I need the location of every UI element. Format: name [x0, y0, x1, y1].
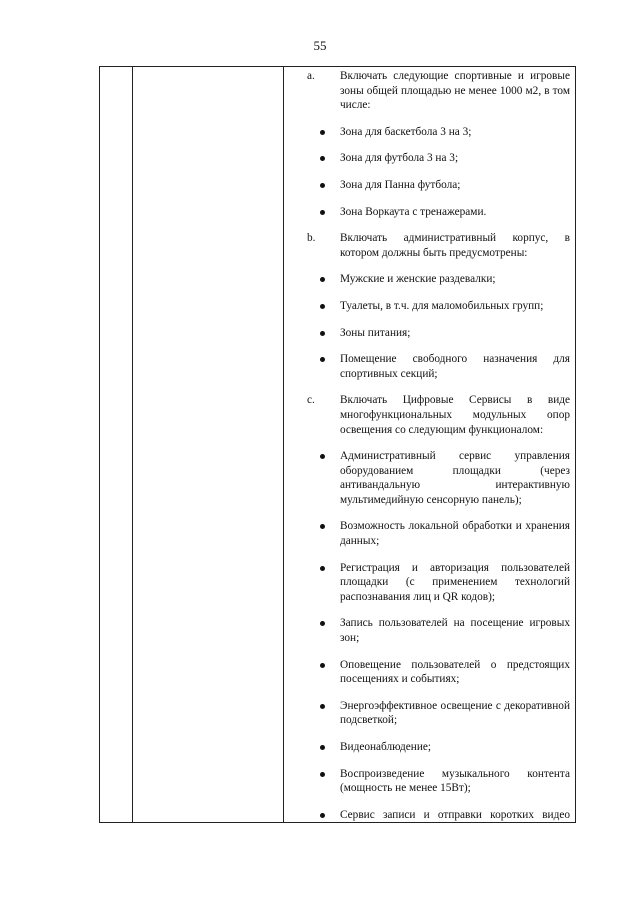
item-marker: c. [307, 394, 315, 407]
bullet-icon [320, 210, 325, 215]
bullet-list-b [307, 272, 570, 381]
bullet-icon [320, 304, 325, 309]
bullet-icon [320, 130, 325, 135]
bullet-icon [320, 357, 325, 362]
page-number: 55 [313, 38, 327, 53]
bullet-icon [320, 524, 325, 529]
bullet-item: Зона для баскетбола 3 на 3; [307, 125, 570, 140]
table-column-divider [132, 67, 133, 822]
bullet-item: Зона для футбола 3 на 3; [307, 151, 570, 166]
bullet-list-c [307, 449, 570, 822]
bullet-item: Энергоэффективное освещение с декоративной подсветкой; [307, 699, 570, 728]
bullet-icon [320, 745, 325, 750]
requirements-table [99, 66, 576, 823]
bullet-item: Зона Воркаута с тренажерами. [307, 205, 570, 220]
list-item-a [307, 69, 570, 113]
bullet-icon [320, 454, 325, 459]
bullet-item: Туалеты, в т.ч. для маломобильных групп; [307, 299, 570, 314]
bullet-item: Помещение свободного назначения для спортивных секций; [307, 352, 570, 381]
list-item-c [307, 393, 570, 437]
bullet-item: Сервис записи и отправки коротких видео [307, 808, 570, 823]
item-marker: a. [307, 70, 315, 82]
item-text: Включать следующие спортивные и игровые зоны общей площадью не менее 1000 м2, в том числе: [340, 70, 570, 112]
bullet-item: Административный сервис управления оборудованием площадки (через антивандальную интерактивную мультимедийную сенсорную панель); [307, 449, 570, 507]
bullet-icon [320, 621, 325, 626]
bullet-item: Зона для Панна футбола; [307, 178, 570, 193]
bullet-icon [320, 331, 325, 336]
bullet-icon [320, 813, 325, 818]
bullet-item: Оповещение пользователей о предстоящих посещениях и событиях; [307, 658, 570, 687]
bullet-icon [320, 277, 325, 282]
bullet-item: Мужские и женские раздевалки; [307, 272, 570, 287]
bullet-icon [320, 704, 325, 709]
bullet-list-a [307, 125, 570, 219]
item-marker: b. [307, 232, 316, 245]
bullet-item: Запись пользователей на посещение игровых зон; [307, 616, 570, 645]
item-text: Включать административный корпус, в котором должны быть предусмотрены: [340, 232, 570, 259]
list-item-b [307, 231, 570, 260]
bullet-icon [320, 772, 325, 777]
item-text: Включать Цифровые Сервисы в виде многофункциональных модульных опор освещения со следующим функционалом: [340, 394, 570, 436]
bullet-item: Возможность локальной обработки и хранения данных; [307, 519, 570, 548]
bullet-icon [320, 566, 325, 571]
bullet-icon [320, 663, 325, 668]
bullet-icon [320, 156, 325, 161]
bullet-item: Видеонаблюдение; [307, 740, 570, 755]
requirements-cell [307, 69, 570, 822]
bullet-icon [320, 183, 325, 188]
bullet-item: Регистрация и авторизация пользователей площадки (с применением технологий распознавания лиц и QR кодов); [307, 561, 570, 605]
bullet-item: Воспроизведение музыкального контента (мощность не менее 15Вт); [307, 767, 570, 796]
table-column-divider [283, 67, 284, 822]
bullet-item: Зоны питания; [307, 326, 570, 341]
